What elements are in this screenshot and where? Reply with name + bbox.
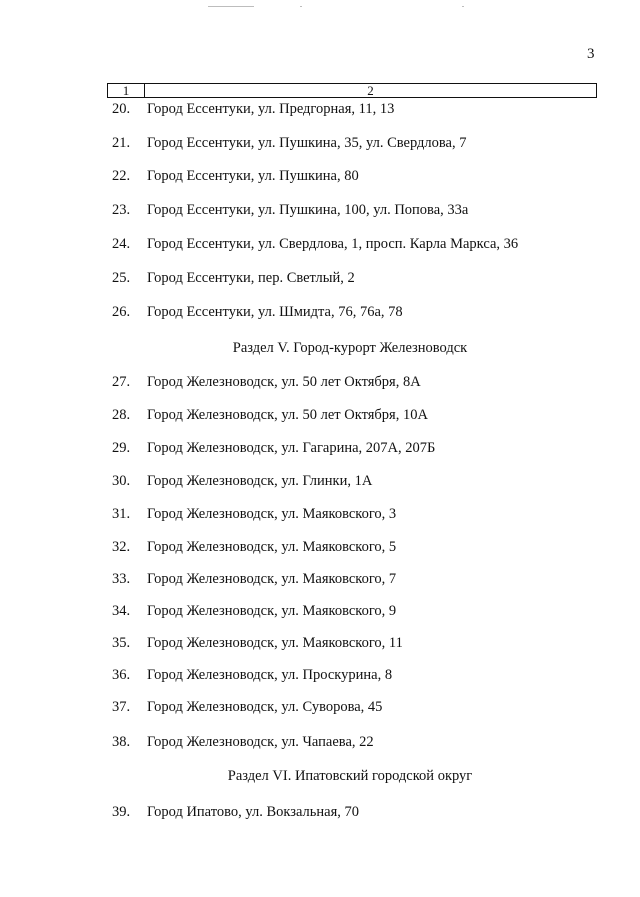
item-address: Город Железноводск, ул. Маяковского, 5 (147, 539, 397, 555)
item-number: 29. (112, 440, 131, 456)
item-address: Город Ессентуки, пер. Светлый, 2 (147, 270, 355, 286)
list-item (112, 571, 396, 588)
list-item (112, 667, 392, 684)
list-item (112, 202, 468, 219)
list-item (112, 804, 359, 821)
item-number: 38. (112, 734, 131, 750)
section-heading: Раздел V. Город-курорт Железноводск (232, 340, 468, 356)
item-address: Город Ессентуки, ул. Пушкина, 35, ул. Свердлова, 7 (147, 135, 467, 151)
item-address: Город Железноводск, ул. 50 лет Октября, 8А (147, 374, 421, 390)
list-item (112, 270, 355, 287)
item-number: 33. (112, 571, 131, 587)
item-number: 22. (112, 168, 131, 184)
item-address: Город Ессентуки, ул. Предгорная, 11, 13 (147, 101, 395, 117)
list-item (112, 168, 359, 185)
item-number: 30. (112, 473, 131, 489)
list-item (112, 236, 518, 253)
item-number: 39. (112, 804, 131, 820)
item-number: 37. (112, 699, 131, 715)
item-number: 20. (112, 101, 131, 117)
item-address: Город Ессентуки, ул. Свердлова, 1, просп. Карла Маркса, 36 (147, 236, 519, 252)
list-item (112, 135, 466, 152)
item-address: Город Железноводск, ул. Суворова, 45 (147, 699, 383, 715)
table-header-col-2: 2 (367, 83, 374, 98)
item-number: 28. (112, 407, 131, 423)
item-address: Город Ессентуки, ул. Пушкина, 100, ул. Попова, 33а (147, 202, 469, 218)
item-address: Город Железноводск, ул. Чапаева, 22 (147, 734, 374, 750)
page-number: 3 (587, 46, 595, 62)
item-number: 34. (112, 603, 131, 619)
list-item (112, 603, 396, 620)
item-number: 25. (112, 270, 131, 286)
list-item (112, 539, 396, 556)
item-number: 24. (112, 236, 131, 252)
list-item (112, 473, 372, 490)
item-number: 35. (112, 635, 131, 651)
scan-mark (300, 6, 302, 7)
item-number: 21. (112, 135, 131, 151)
table-header-col-1: 1 (108, 84, 145, 97)
item-address: Город Ессентуки, ул. Пушкина, 80 (147, 168, 359, 184)
item-number: 26. (112, 304, 131, 320)
item-number: 27. (112, 374, 131, 390)
section-heading: Раздел VI. Ипатовский городской округ (227, 768, 473, 784)
item-address: Город Ессентуки, ул. Шмидта, 76, 76а, 78 (147, 304, 403, 320)
item-number: 32. (112, 539, 131, 555)
list-item (112, 407, 428, 424)
scan-mark (208, 6, 254, 7)
list-item (112, 635, 403, 652)
list-item (112, 699, 382, 716)
list-item (112, 734, 374, 751)
item-number: 36. (112, 667, 131, 683)
item-address: Город Железноводск, ул. Маяковского, 9 (147, 603, 397, 619)
scan-mark (462, 6, 464, 7)
item-address: Город Железноводск, ул. Маяковского, 3 (147, 506, 397, 522)
item-number: 31. (112, 506, 131, 522)
list-item (112, 304, 403, 321)
list-item (112, 506, 396, 523)
item-address: Город Железноводск, ул. Маяковского, 7 (147, 571, 397, 587)
item-number: 23. (112, 202, 131, 218)
item-address: Город Железноводск, ул. Проскурина, 8 (147, 667, 393, 683)
item-address: Город Ипатово, ул. Вокзальная, 70 (147, 804, 360, 820)
list-item (112, 101, 394, 118)
item-address: Город Железноводск, ул. 50 лет Октября, 10А (147, 407, 428, 423)
list-item (112, 440, 435, 457)
table-header (107, 83, 597, 98)
item-address: Город Железноводск, ул. Маяковского, 11 (147, 635, 403, 651)
item-address: Город Железноводск, ул. Глинки, 1А (147, 473, 373, 489)
item-address: Город Железноводск, ул. Гагарина, 207А, 207Б (147, 440, 436, 456)
list-item (112, 374, 421, 391)
